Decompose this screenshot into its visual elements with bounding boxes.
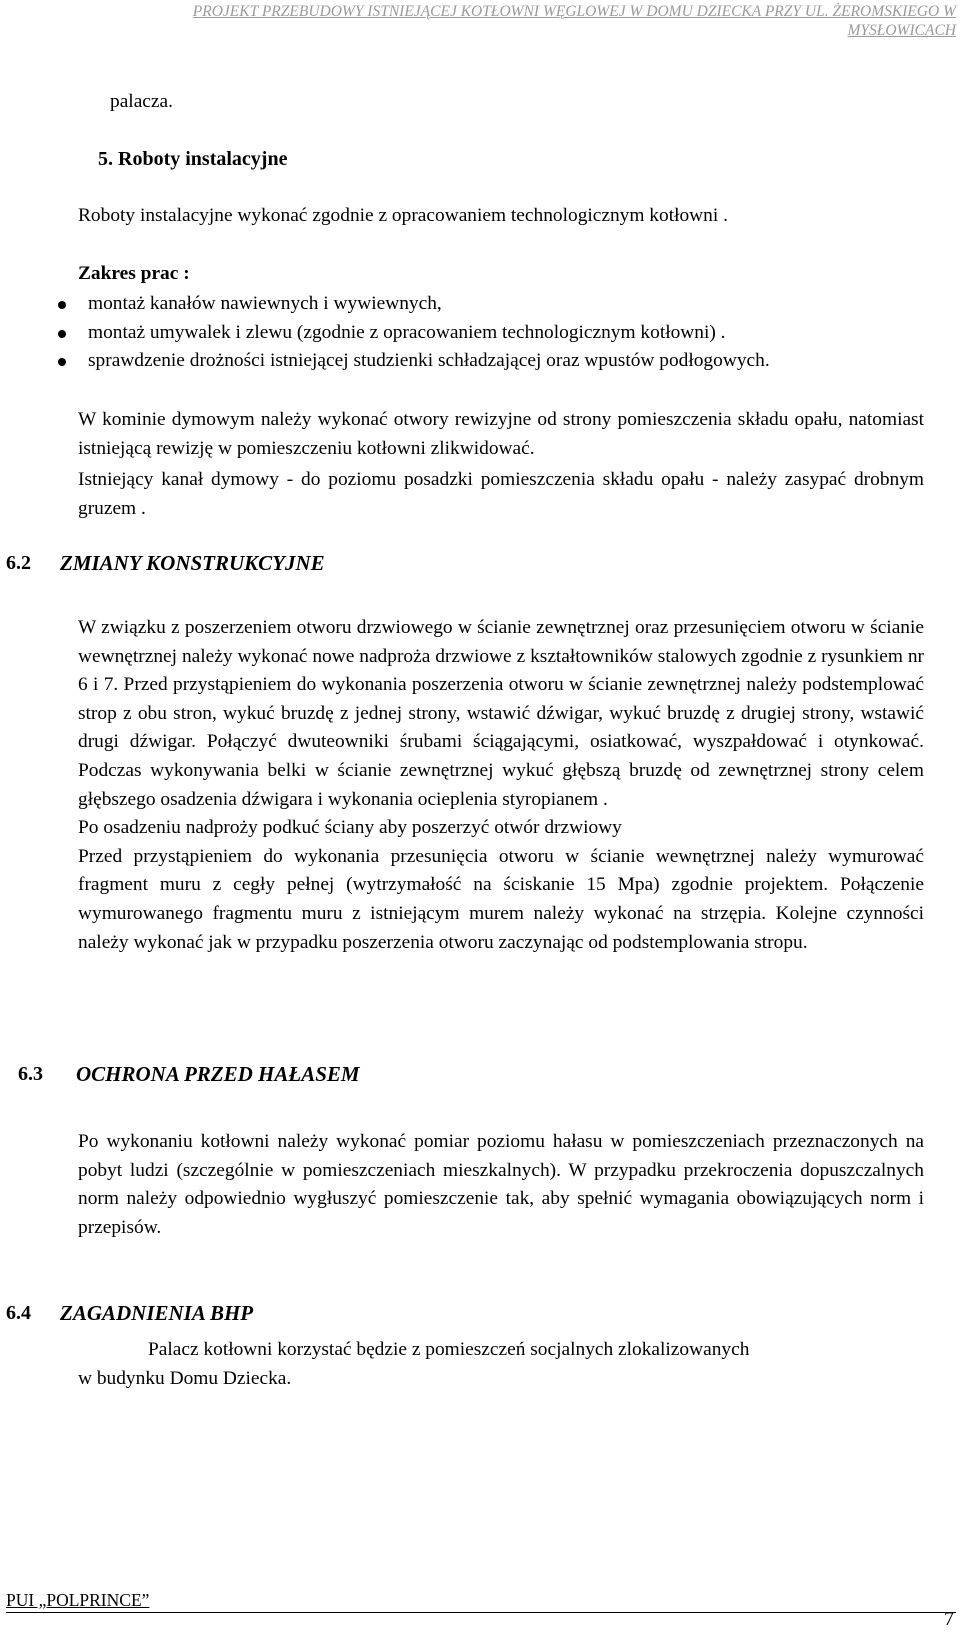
scope-label: Zakres prac : — [78, 263, 190, 284]
section-6-2-paragraph-3: Przed przystąpieniem do wykonania przesunięcia otworu w ścianie wewnętrznej należy wymurować fragment muru z cegły pełnej (wytrzymałość na ściskanie 15 Mpa) zgodnie projektem. Połączenie wymurowanego fragmentu muru z istniejącym murem należy wykonać na strzępia. Kolejne czynności należy wykonać jak w przypadku poszerzenia otworu zaczynając od podstemplowania stropu. — [78, 845, 924, 953]
section-6-4-line-1: Palacz kotłowni korzystać będzie z pomieszczeń socjalnych zlokalizowanych — [148, 1339, 750, 1360]
bullet-icon — [58, 301, 66, 309]
section-6-4-line-2: w budynku Domu Dziecka. — [78, 1367, 292, 1389]
scope-list-block — [58, 290, 924, 376]
section-6-3-number: 6.3 — [18, 1063, 43, 1085]
bullet-icon — [58, 358, 66, 366]
section-5-heading-block — [98, 145, 960, 174]
section-5-chimney — [78, 406, 924, 463]
intro-fragment-block — [110, 88, 960, 117]
section-5-paragraph-1: Roboty instalacyjne wykonać zgodnie z opracowaniem technologicznym kotłowni . — [78, 205, 728, 226]
section-6-2-paragraph-1: W związku z poszerzeniem otworu drzwiowego w ścianie zewnętrznej oraz przesunięciem otworu w ścianie wewnętrznej należy wykonać nowe nadproża drzwiowe z kształtowników stalowych zgodnie z rysunkiem nr 6 i 7. Przed przystąpieniem do wykonania poszerzenia otworu w ścianie zewnętrznej należy podstemplować strop z obu stron, wykuć bruzdę z jednej strony, wstawić dźwigar, wykuć bruzdę z drugiej strony, wstawić drugi dźwigar. Połączyć dwuteowniki śrubami ściągającymi, osiatkować, wyszpałdować i otynkować. Podczas wykonywania belki w ścianie zewnętrznej wykuć głębszą bruzdę od zewnętrznej strony celem głębszego osadzenia dźwigara i wykonania ocieplenia styropianem . — [78, 617, 924, 810]
section-6-2-title: ZMIANY KONSTRUKCYJNE — [60, 551, 325, 575]
list-item: sprawdzenie drożności istniejącej studzienki schładzającej oraz wpustów podłogowych. — [58, 347, 924, 376]
list-item: montaż umywalek i zlewu (zgodnie z opracowaniem technologicznym kotłowni) . — [58, 319, 924, 348]
section-6-3-title: OCHRONA PRZED HAŁASEM — [76, 1062, 360, 1086]
list-item: montaż kanałów nawiewnych i wywiewnych, — [58, 290, 924, 319]
section-6-4-body — [78, 1336, 924, 1393]
footer-divider — [6, 1612, 956, 1613]
bullet-icon — [58, 330, 66, 338]
section-6-2-body — [78, 614, 924, 957]
section-6-2-number: 6.2 — [6, 552, 31, 574]
section-6-4-title: ZAGADNIENIA BHP — [60, 1301, 254, 1325]
section-5-scope — [78, 260, 956, 289]
section-6-4-number: 6.4 — [6, 1302, 31, 1324]
section-6-2-paragraph-2: Po osadzeniu nadproży podkuć ściany aby poszerzyć otwór drzwiowy — [78, 817, 622, 839]
running-header — [0, 2, 956, 40]
section-5-title: 5. Roboty instalacyjne — [98, 148, 288, 170]
header-line-2: MYSŁOWICACH — [847, 22, 956, 39]
section-5-body — [78, 202, 956, 231]
section-5-paragraph-2: W kominie dymowym należy wykonać otwory rewizyjne od strony pomieszczenia składu opału, natomiast istniejącą rewizję w pomieszczeniu kotłowni zlikwidować. — [78, 409, 924, 459]
section-6-3-paragraph-1: Po wykonaniu kotłowni należy wykonać pomiar poziomu hałasu w pomieszczeniach przeznaczonych na pobyt ludzi (szczególnie w pomieszczeniach mieszkalnych). W przypadku przekroczenia dopuszczalnych norm należy odpowiednio wygłuszyć pomieszczenie tak, aby spełnić wymagania obowiązujących norm i przepisów. — [78, 1131, 924, 1238]
scope-list — [58, 290, 924, 376]
header-line-1: PROJEKT PRZEBUDOWY ISTNIEJĄCEJ KOTŁOWNI WĘGLOWEJ W DOMU DZIECKA PRZY UL. ŻEROMSKIEGO W — [192, 3, 956, 20]
section-6-3-body — [78, 1128, 924, 1242]
section-5-paragraph-3: Istniejący kanał dymowy - do poziomu posadzki pomieszczenia składu opału - należy zasypać drobnym gruzem . — [78, 469, 924, 519]
page-number: 7 — [944, 1608, 954, 1630]
intro-fragment: palacza. — [110, 91, 173, 112]
footer-company: PUI „POLPRINCE” — [6, 1590, 150, 1610]
section-5-flue — [78, 466, 924, 523]
